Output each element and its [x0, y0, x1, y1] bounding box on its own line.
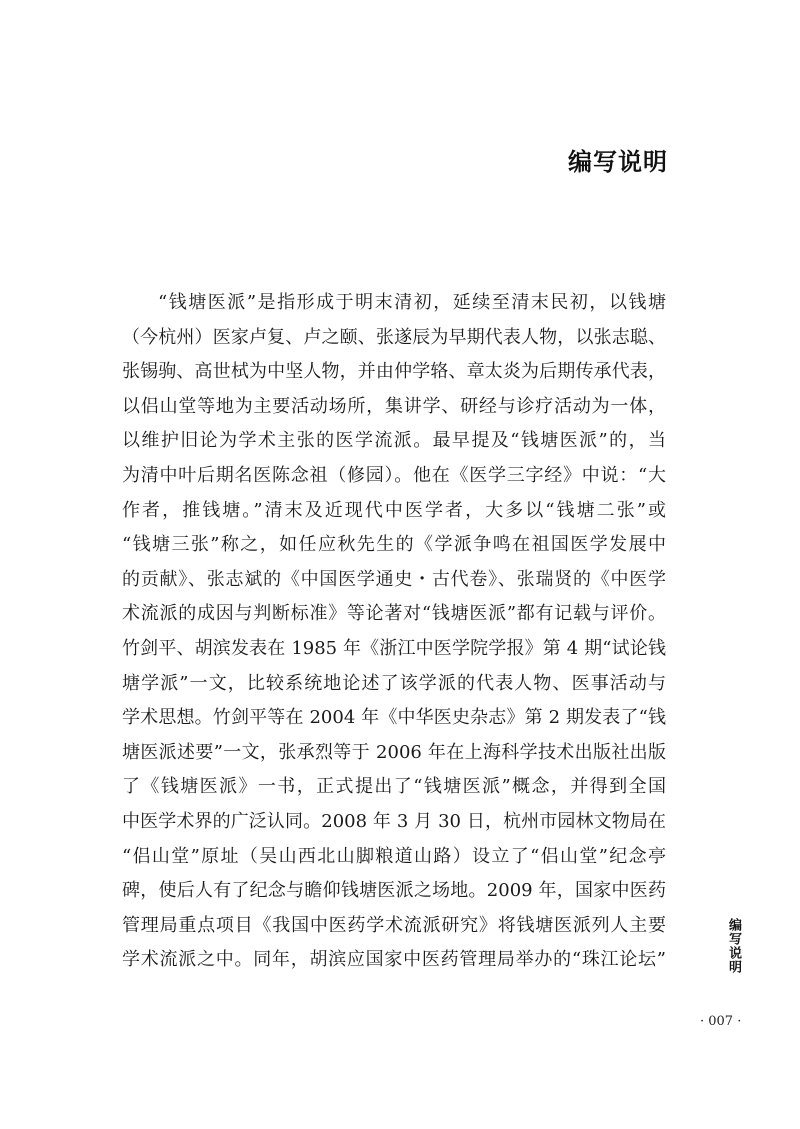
running-title: 编写说明 — [726, 918, 741, 974]
text-line: 张锡驹、高世栻为中坚人物，并由仲学辂、章太炎为后期传承代表， — [122, 361, 666, 383]
text-line: （今杭州）医家卢复、卢之颐、张遂辰为早期代表人物，以张志聪、 — [122, 326, 666, 348]
text-line: 的贡献》、张志斌的《中国医学通史・古代卷》、张瑞贤的《中医学 — [122, 568, 666, 590]
text-line: 了《钱塘医派》一书，正式提出了“钱塘医派”概念，并得到全国 — [122, 776, 666, 798]
text-line: 为清中叶后期名医陈念祖（修园）。他在《医学三字经》中说：“大 — [122, 464, 666, 486]
text-line: 学术流派之中。同年，胡滨应国家中医药管理局举办的“珠江论坛” — [122, 949, 666, 971]
text-line: 碑，使后人有了纪念与瞻仰钱塘医派之场地。2009 年，国家中医药 — [122, 880, 666, 902]
text-line: 以维护旧论为学术主张的医学流派。最早提及“钱塘医派”的，当 — [122, 430, 666, 452]
text-line: 中医学术界的广泛认同。2008 年 3 月 30 日，杭州市园林文物局在 — [122, 810, 666, 832]
text-line: “侣山堂”原址（吴山西北山脚粮道山路）设立了“侣山堂”纪念亭 — [122, 845, 666, 867]
text-line: 以侣山堂等地为主要活动场所，集讲学、研经与诊疗活动为一体， — [122, 395, 666, 417]
text-line: 学术思想。竹剑平等在 2004 年《中华医史杂志》第 2 期发表了“钱 — [122, 707, 666, 729]
page-title: 编写说明 — [568, 148, 668, 176]
text-line: 竹剑平、胡滨发表在 1985 年《浙江中医学院学报》第 4 期“试论钱 — [122, 637, 666, 659]
text-line: “钱塘医派”是指形成于明末清初，延续至清末民初，以钱塘 — [158, 292, 666, 313]
page-number: · 007 · — [700, 1014, 742, 1029]
text-line: 塘学派”一文，比较系统地论述了该学派的代表人物、医事活动与 — [122, 672, 666, 694]
text-line: 塘医派述要”一文，张承烈等于 2006 年在上海科学技术出版社出版 — [122, 741, 666, 763]
text-line: 作者，推钱塘。”清末及近现代中医学者，大多以“钱塘二张”或 — [122, 499, 666, 521]
text-line: 管理局重点项目《我国中医药学术流派研究》将钱塘医派列人主要 — [122, 914, 666, 936]
text-line: “钱塘三张”称之，如任应秋先生的《学派争鸣在祖国医学发展中 — [122, 534, 666, 556]
body-text — [122, 286, 666, 978]
text-line: 术流派的成因与判断标准》等论著对“钱塘医派”都有记载与评价。 — [122, 603, 666, 625]
